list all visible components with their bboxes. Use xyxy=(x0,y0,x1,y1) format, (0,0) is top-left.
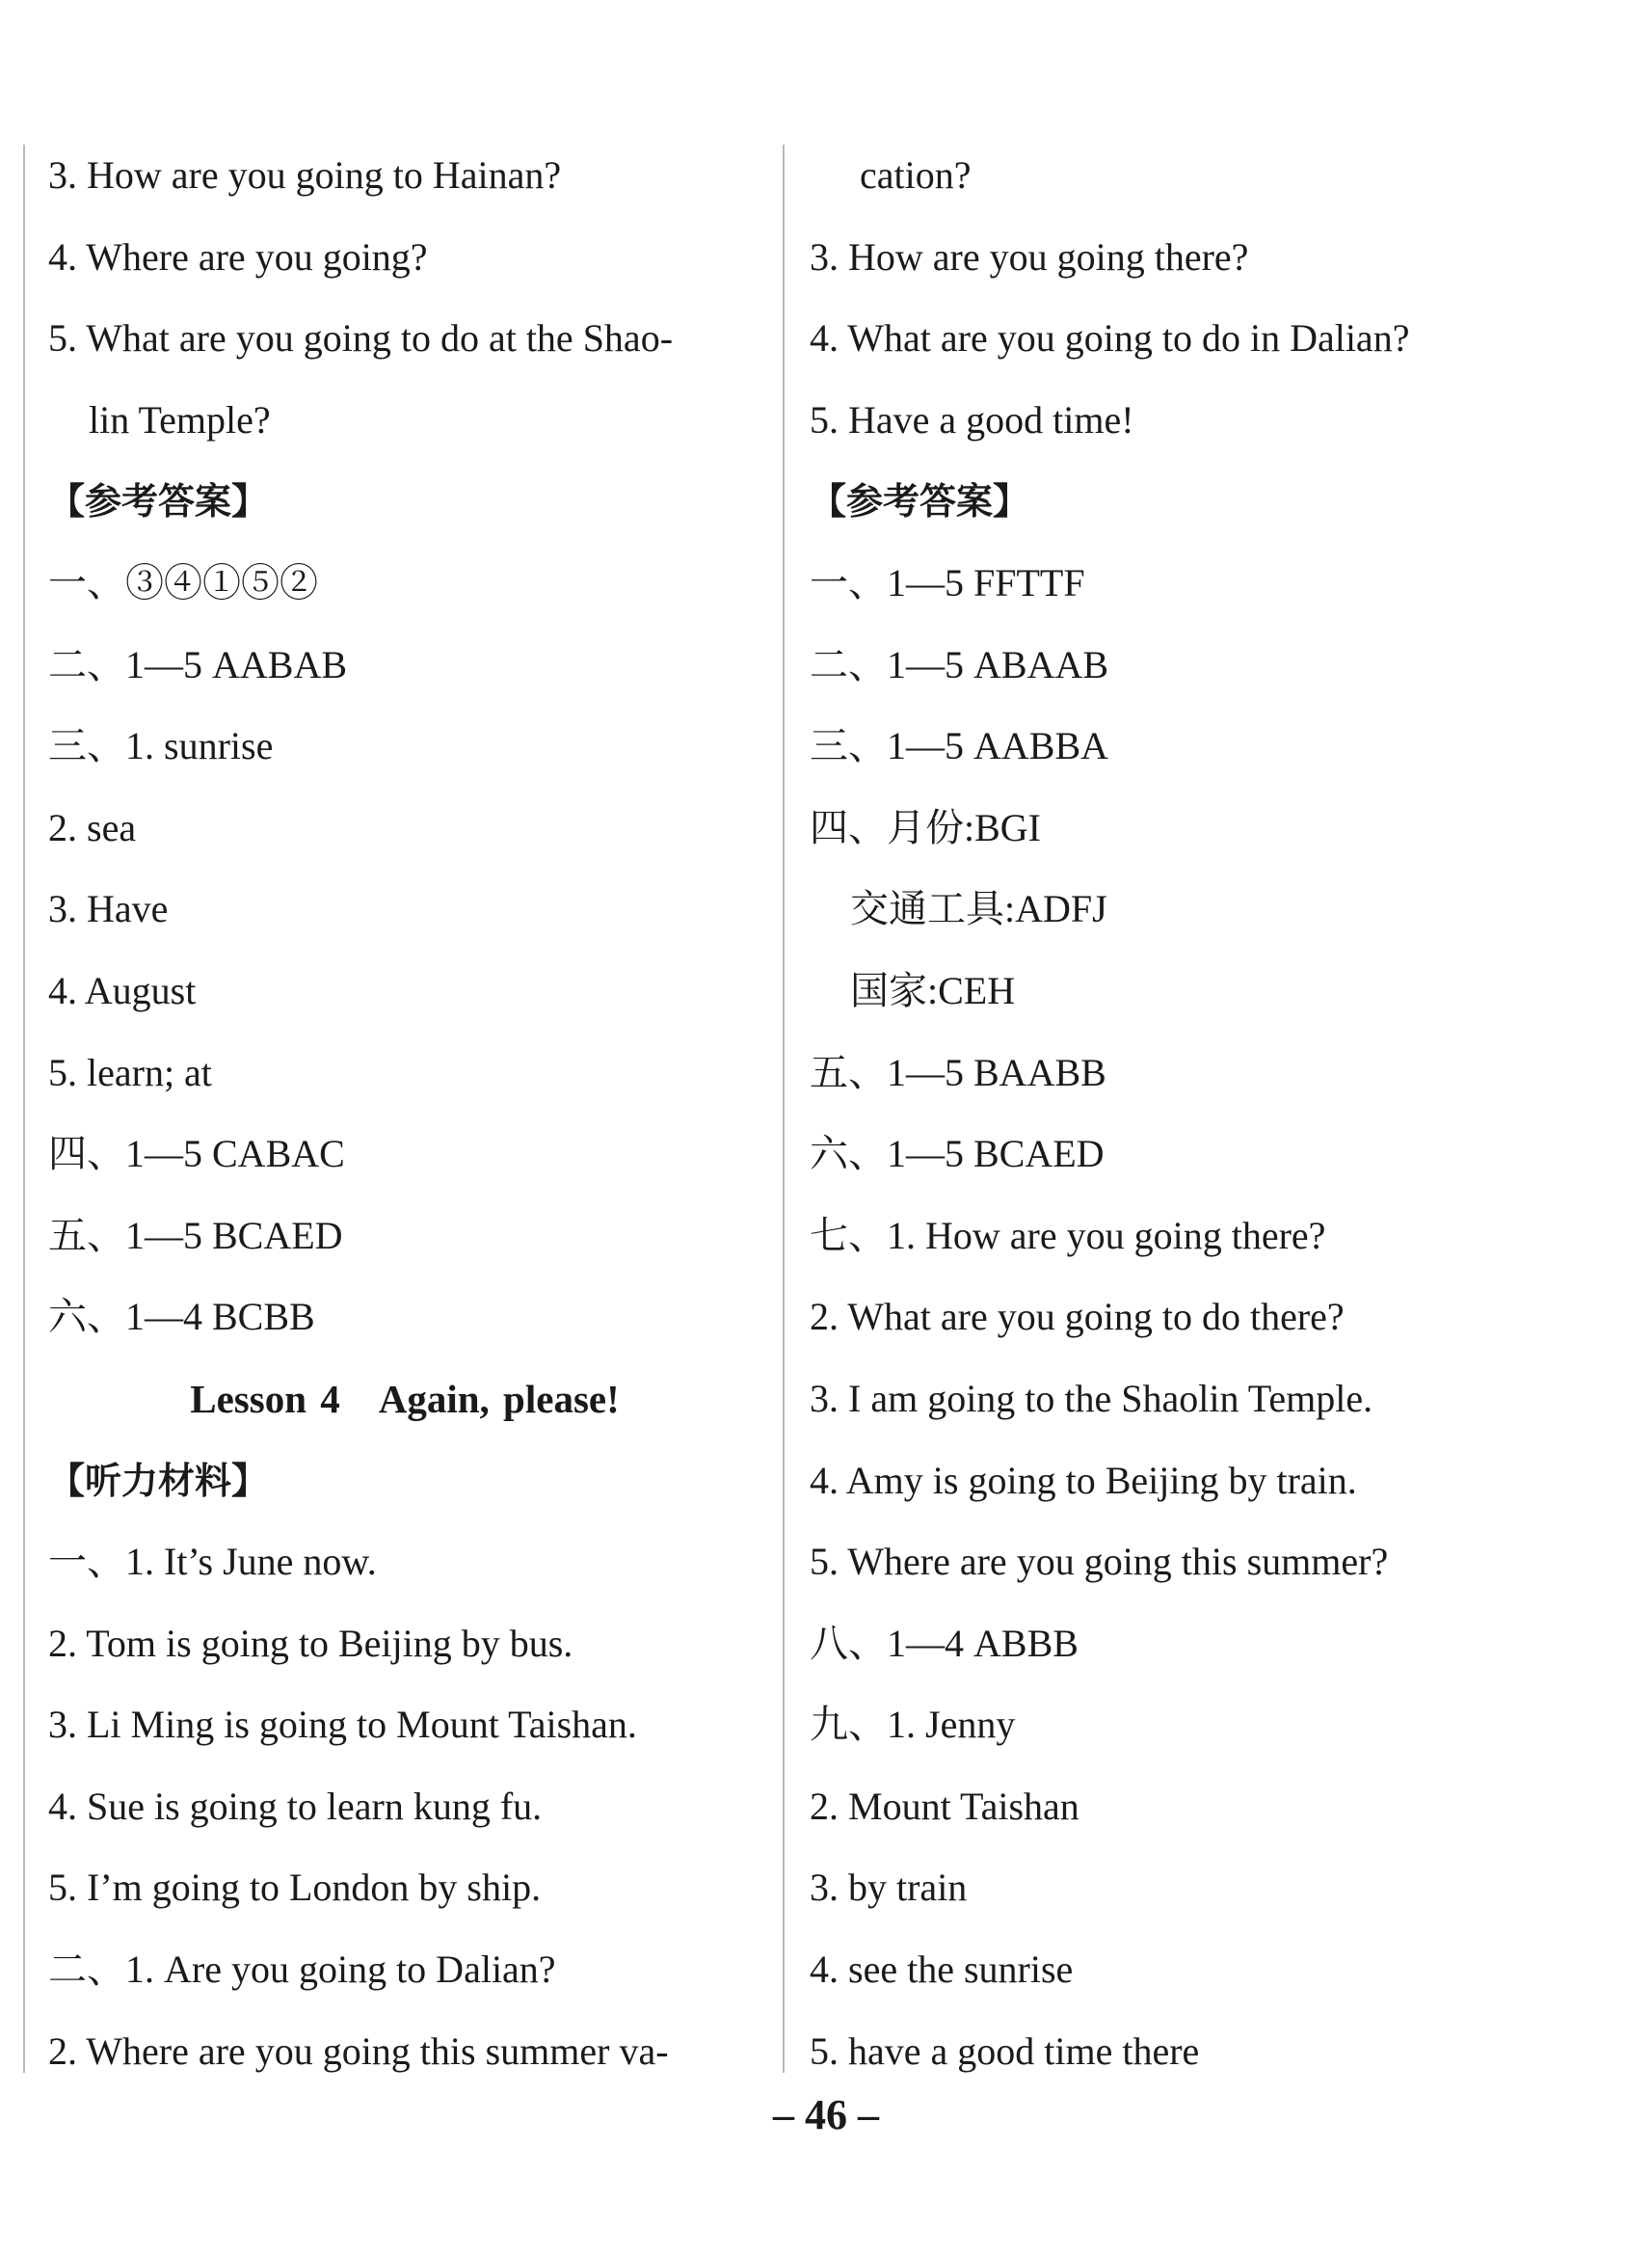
text-line-continuation: lin Temple? xyxy=(89,397,271,442)
text-line: 2. Tom is going to Beijing by bus. xyxy=(48,1621,573,1665)
text-line: 二、1. Are you going to Dalian? xyxy=(48,1947,556,1992)
answer-line: 4. Amy is going to Beijing by train. xyxy=(810,1458,1357,1502)
answer-line: 交通工具:ADFJ xyxy=(850,887,1107,931)
left-margin-rule xyxy=(23,145,25,2073)
left-column xyxy=(48,135,761,2092)
answer-line: 一、③④①⑤② xyxy=(48,560,318,604)
lesson-number: Lesson 4 xyxy=(190,1376,340,1421)
text-line: 5. What are you going to do at the Shao- xyxy=(48,316,674,361)
answer-line: 四、1—5 CABAC xyxy=(48,1132,345,1176)
answer-line: 二、1—5 ABAAB xyxy=(810,642,1109,686)
column-divider xyxy=(783,145,785,2073)
answer-line: 5. learn; at xyxy=(48,1050,212,1094)
answer-key-heading: 【参考答案】 xyxy=(48,480,269,524)
answer-line: 四、月份:BGI xyxy=(810,805,1041,849)
answer-line: 三、1—5 AABBA xyxy=(810,724,1109,768)
answer-line: 5. have a good time there xyxy=(810,2028,1200,2073)
text-line: 2. Where are you going this summer va- xyxy=(48,2028,669,2073)
answer-line: 3. by train xyxy=(810,1866,968,1910)
answer-line: 五、1—5 BCAED xyxy=(48,1213,343,1257)
text-line: 4. What are you going to do in Dalian? xyxy=(810,316,1410,361)
text-line: 5. I’m going to London by ship. xyxy=(48,1866,542,1910)
page-number: – 46 – xyxy=(773,2091,879,2138)
answer-line: 二、1—5 AABAB xyxy=(48,642,348,686)
answer-line: 六、1—5 BCAED xyxy=(810,1132,1105,1176)
answer-line: 4. August xyxy=(48,968,197,1012)
answer-line: 3. I am going to the Shaolin Temple. xyxy=(810,1376,1373,1420)
answer-line: 2. Mount Taishan xyxy=(810,1784,1079,1828)
text-line: 3. Li Ming is going to Mount Taishan. xyxy=(48,1703,637,1747)
lesson-name: Again, please! xyxy=(378,1376,620,1421)
answer-line: 九、1. Jenny xyxy=(810,1703,1016,1747)
answer-line: 五、1—5 BAABB xyxy=(810,1050,1106,1094)
answer-line: 5. Where are you going this summer? xyxy=(810,1540,1389,1584)
lesson-title xyxy=(48,1358,761,1440)
text-line: 一、1. It’s June now. xyxy=(48,1540,377,1584)
text-line: 5. Have a good time! xyxy=(810,397,1134,442)
answer-line: 3. Have xyxy=(48,887,169,931)
answer-line: 七、1. How are you going there? xyxy=(810,1213,1326,1257)
answer-line: 4. see the sunrise xyxy=(810,1947,1074,1992)
answer-line: 国家:CEH xyxy=(850,968,1016,1012)
listening-material-heading: 【听力材料】 xyxy=(48,1459,269,1502)
right-column xyxy=(810,135,1523,2092)
answer-line: 2. What are you going to do there? xyxy=(810,1295,1345,1339)
text-line-continuation: cation? xyxy=(860,153,972,197)
text-line: 3. How are you going to Hainan? xyxy=(48,153,562,197)
text-line: 4. Where are you going? xyxy=(48,234,428,279)
answer-line: 六、1—4 BCBB xyxy=(48,1295,315,1339)
text-line: 3. How are you going there? xyxy=(810,234,1249,279)
answer-key-heading: 【参考答案】 xyxy=(810,480,1030,524)
answer-line: 2. sea xyxy=(48,805,137,849)
answer-line: 八、1—4 ABBB xyxy=(810,1621,1079,1665)
text-line: 4. Sue is going to learn kung fu. xyxy=(48,1784,543,1828)
answer-line: 一、1—5 FFTTF xyxy=(810,560,1085,604)
answer-line: 三、1. sunrise xyxy=(48,724,274,768)
